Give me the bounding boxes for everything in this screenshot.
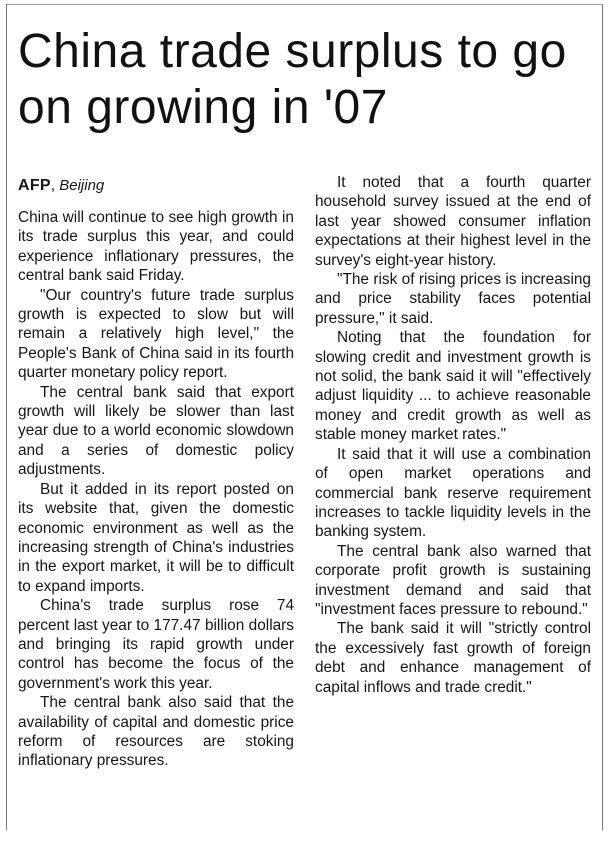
paragraph: It noted that a fourth quarter household survey issued at the end of last year showed consumer inflation expectations at their highest level in the survey's eight-year history. — [315, 174, 591, 269]
article-column-left — [18, 176, 294, 771]
byline — [18, 176, 294, 195]
article-column-right — [315, 173, 591, 697]
byline-location: Beijing — [59, 177, 105, 194]
paragraph: But it added in its report posted on its website that, given the domestic economic environment as well as the increasing strength of China's industries in the export market, it will be to difficult to expand imports. — [18, 480, 294, 595]
paragraph: The central bank also said that the availability of capital and domestic price reform of resources are stoking inflationary pressures. — [18, 694, 294, 770]
paragraph: The bank said it will "strictly control the excessively fast growth of foreign debt and enhance management of capital inflows and trade credit." — [315, 620, 591, 696]
paragraph: The central bank said that export growth will likely be slower than last year due to a world economic slowdown and a series of domestic policy adjustments. — [18, 383, 294, 479]
byline-separator: , — [50, 177, 56, 194]
paragraph: China's trade surplus rose 74 percent last year to 177.47 billion dollars and bringing its rapid growth under control has become the focus of the government's work this year. — [18, 597, 294, 692]
paragraph: "The risk of rising prices is increasing and price stability faces potential pressure," it said. — [315, 271, 591, 327]
headline: China trade surplus to go on growing in '07 — [18, 25, 567, 134]
paragraph: China will continue to see high growth in its trade surplus this year, and could experience inflationary pressures, the central bank said Friday. — [18, 209, 294, 285]
paragraph: "Our country's future trade surplus growth is expected to slow but will remain a relatively high level," the People's Bank of China said in its fourth quarter monetary policy report. — [18, 286, 294, 382]
paragraph: The central bank also warned that corporate profit growth is sustaining investment demand and said that "investment faces pressure to rebound." — [315, 542, 591, 618]
byline-agency: AFP — [18, 177, 51, 194]
paragraph: It said that it will use a combination of open market operations and commercial bank reserve requirement increases to tackle liquidity levels in the banking system. — [315, 445, 591, 541]
paragraph: Noting that the foundation for slowing credit and investment growth is not solid, the bank said it will "effectively adjust liquidity ... to achieve reasonable money and credit growth as well as stable money market rates." — [315, 329, 591, 444]
